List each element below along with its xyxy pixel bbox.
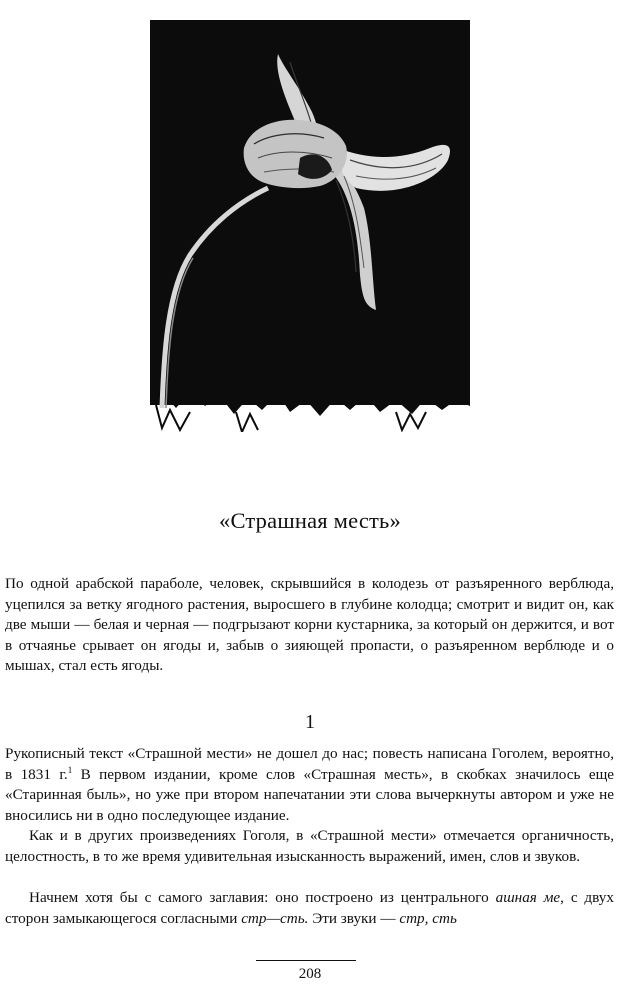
footnote-marker[interactable]: 1 [67,764,73,775]
flower-illustration [150,20,470,432]
body-paragraph-2: Как и в других произведениях Гоголя, в «Страшной мести» отмечается органичность, целостность, в то же время удивительная изысканность выражений, имен, слов и звуков. [5,827,614,865]
body-paragraph-3 [5,888,614,929]
chapter-title: «Страшная месть» [219,508,401,533]
body-paragraph-1 [5,744,614,826]
emphasized-text: стр—сть. [241,909,309,927]
section-number: 1 [305,711,315,733]
paragraph-text: Рукописный текст «Страшной мести» не дошел до нас; повесть написана Гоголем, вероятно, в 1831 г. [5,745,614,783]
footer-rule [256,960,356,961]
paragraph-text: Начнем хотя бы с самого заглавия: оно построено из центрального [29,889,496,906]
emphasized-text: ашная ме [495,889,561,906]
paragraph-text: В первом издании, кроме слов «Страшная месть», в скобках значилось еще «Старинная быль», но уже при втором напечатании эти слова вычеркнуты автором и уже не вносились ни в одно последующее издание. [5,765,615,824]
tulip-flower-icon [150,20,470,432]
epigraph-parable: По одной арабской параболе, человек, скрывшийся в колодезь от разъяренного верблюда, уцепился за ветку ягодного растения, выросшего в глубине колодца; смотрит и видит он, как две мыши — белая и черная — подгрызают корни кустарника, за который он держится, и вот в отчаянье срывает он ягоды и, забыв о зияющей пропасти, о разъяренном верблюде и о мышах, стал есть ягоды. [5,575,614,674]
paragraph-text: Эти звуки — [308,909,400,927]
emphasized-text: стр, сть [399,909,457,927]
paragraph-text: , с двух сторон замыкающегося согласными [5,889,614,927]
page-number: 208 [298,966,322,982]
